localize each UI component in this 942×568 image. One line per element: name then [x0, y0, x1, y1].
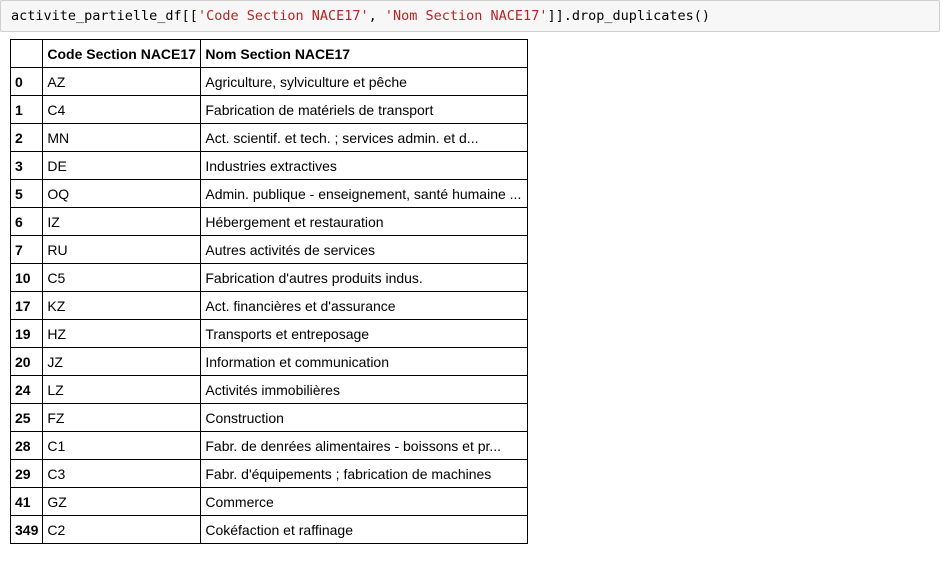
code-separator: , — [368, 8, 385, 24]
row-index: 1 — [11, 96, 43, 124]
cell-nom: Fabrication de matériels de transport — [201, 96, 528, 124]
cell-nom: Agriculture, sylviculture et pêche — [201, 68, 528, 96]
row-index: 0 — [11, 68, 43, 96]
table-header-row — [11, 40, 528, 68]
row-index: 20 — [11, 348, 43, 376]
cell-nom: Act. scientif. et tech. ; services admin. et d... — [201, 124, 528, 152]
row-index: 41 — [11, 488, 43, 516]
table-row — [11, 152, 528, 180]
column-header-nom: Nom Section NACE17 — [201, 40, 528, 68]
cell-nom: Activités immobilières — [201, 376, 528, 404]
table-row — [11, 488, 528, 516]
cell-nom: Fabrication d'autres produits indus. — [201, 264, 528, 292]
table-row — [11, 264, 528, 292]
column-header-code: Code Section NACE17 — [43, 40, 201, 68]
cell-nom: Admin. publique - enseignement, santé humaine ... — [201, 180, 528, 208]
table-row — [11, 96, 528, 124]
row-index: 5 — [11, 180, 43, 208]
cell-code: DE — [43, 152, 201, 180]
cell-nom: Fabr. d'équipements ; fabrication de machines — [201, 460, 528, 488]
table-row — [11, 404, 528, 432]
cell-nom: Hébergement et restauration — [201, 208, 528, 236]
cell-code: AZ — [43, 68, 201, 96]
table-row — [11, 376, 528, 404]
cell-code: FZ — [43, 404, 201, 432]
row-index: 349 — [11, 516, 43, 544]
table-row — [11, 348, 528, 376]
cell-code: JZ — [43, 348, 201, 376]
table-body — [11, 68, 528, 544]
cell-code: RU — [43, 236, 201, 264]
cell-nom: Cokéfaction et raffinage — [201, 516, 528, 544]
table-row — [11, 68, 528, 96]
cell-code: C3 — [43, 460, 201, 488]
table-row — [11, 460, 528, 488]
row-index: 7 — [11, 236, 43, 264]
cell-nom: Autres activités de services — [201, 236, 528, 264]
cell-code: C2 — [43, 516, 201, 544]
cell-code: HZ — [43, 320, 201, 348]
code-prefix: activite_partielle_df[[ — [11, 8, 198, 24]
cell-nom: Transports et entreposage — [201, 320, 528, 348]
row-index: 2 — [11, 124, 43, 152]
row-index: 28 — [11, 432, 43, 460]
table-row — [11, 208, 528, 236]
row-index: 25 — [11, 404, 43, 432]
cell-code: IZ — [43, 208, 201, 236]
cell-code: C4 — [43, 96, 201, 124]
code-suffix: ]].drop_duplicates() — [547, 8, 711, 24]
cell-output — [10, 39, 528, 544]
cell-code: KZ — [43, 292, 201, 320]
cell-nom: Information et communication — [201, 348, 528, 376]
cell-nom: Construction — [201, 404, 528, 432]
cell-nom: Fabr. de denrées alimentaires - boissons et pr... — [201, 432, 528, 460]
row-index: 24 — [11, 376, 43, 404]
row-index: 3 — [11, 152, 43, 180]
table-row — [11, 124, 528, 152]
code-cell[interactable] — [0, 0, 940, 32]
cell-code: MN — [43, 124, 201, 152]
cell-code: C5 — [43, 264, 201, 292]
cell-code: C1 — [43, 432, 201, 460]
table-row — [11, 432, 528, 460]
table-row — [11, 236, 528, 264]
row-index: 6 — [11, 208, 43, 236]
cell-code: LZ — [43, 376, 201, 404]
row-index: 10 — [11, 264, 43, 292]
cell-code: GZ — [43, 488, 201, 516]
row-index: 19 — [11, 320, 43, 348]
table-row — [11, 180, 528, 208]
table-row — [11, 292, 528, 320]
index-header — [11, 40, 43, 68]
row-index: 17 — [11, 292, 43, 320]
cell-nom: Commerce — [201, 488, 528, 516]
row-index: 29 — [11, 460, 43, 488]
table-row — [11, 320, 528, 348]
cell-code: OQ — [43, 180, 201, 208]
cell-nom: Act. financières et d'assurance — [201, 292, 528, 320]
cell-nom: Industries extractives — [201, 152, 528, 180]
dataframe-table — [10, 39, 528, 544]
code-string-2: 'Nom Section NACE17' — [384, 8, 548, 24]
table-row — [11, 516, 528, 544]
code-string-1: 'Code Section NACE17' — [197, 8, 369, 24]
